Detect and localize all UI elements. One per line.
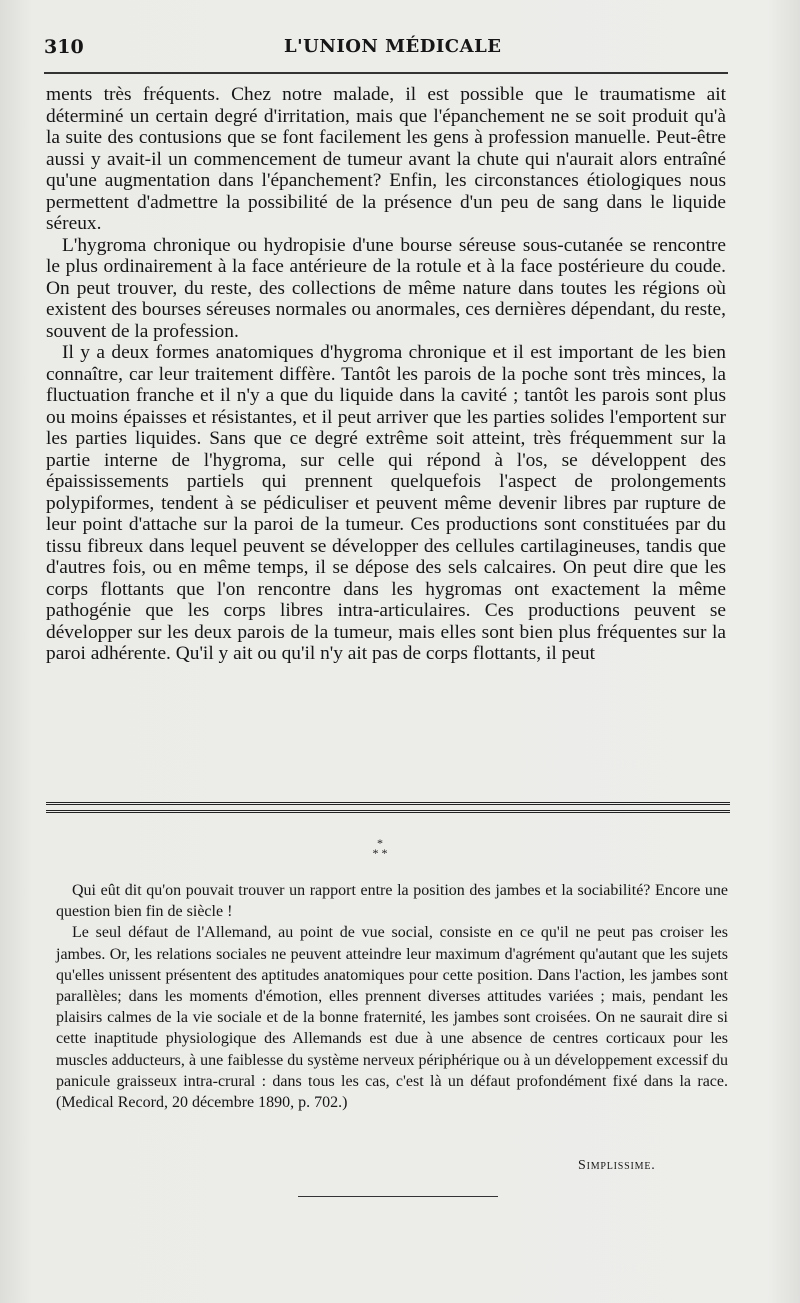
page-number: 310 bbox=[44, 36, 84, 58]
section-separator-top bbox=[46, 802, 730, 805]
page-header bbox=[44, 36, 724, 66]
paragraph-hygroma-intro: L'hygroma chronique ou hydropisie d'une bourse séreuse sous-cutanée se rencontre le plus ordinairement à la face antérieure de la rotule et à la face postérieure du coude. On peut trouver, du reste, des collections de même nature dans toutes les régions où existent des bourses séreuses normales ou anormales, ces dernières dépendant, du reste, souvent de la profession. bbox=[46, 234, 726, 342]
paragraph-continuation: ments très fréquents. Chez notre malade, il est possible que le traumatisme ait déterminé un certain degré d'irritation, mais que l'épanchement ne se soit produit qu'à la suite des contusions que se font facilement les gens à profession manuelle. Peut-être aussi y avait-il un commencement de tumeur avant la chute qui n'aurait alors entraîné qu'une augmentation dans l'épanchement? Enfin, les circonstances étiologiques nous permettent d'admettre la possibilité de la présence d'un peu de sang dans le liquide séreux. bbox=[46, 84, 726, 234]
footnote-lead: Qui eût dit qu'on pouvait trouver un rapport entre la position des jambes et la sociabilité? Encore une question bien fin de siècle ! bbox=[56, 882, 728, 921]
asterism bbox=[360, 838, 400, 858]
asterism-top: * bbox=[377, 836, 383, 850]
footnote-body: Le seul défaut de l'Allemand, au point de vue social, consiste en ce qu'il ne peut pas croiser les jambes. Or, les relations sociales ne peuvent atteindre leur maximum d'agrément qu'autant que les sujets qu'elles unissent présentent des aptitudes anatomiques pour cette position. Dans l'action, les jambes sont parallèles; dans les moments d'émotion, elles prennent diverses attitudes variées ; mais, pendant les plaisirs calmes de la vie sociale et de la bonne fraternité, les jambes sont croisées. On ne saurait dire si cette inaptitude physiologique des Allemands est due à une absence de centres corticaux pour les muscles adducteurs, à une faiblesse du système nerveux périphérique ou à un développement excessif du panicule graisseux intra-crural : dans tous les cas, c'est là un défaut profondément fixé dans la race. (Medical Record, 20 décembre 1890, p. 702.) bbox=[56, 924, 728, 1112]
paragraph-anatomical-forms: Il y a deux formes anatomiques d'hygroma chronique et il est important de les bien connaître, car leur traitement diffère. Tantôt les parois de la poche sont très minces, la fluctuation franche et il n'y a que du liquide dans la cavité ; tantôt les parois sont plus ou moins épaisses et résistantes, et il peut arriver que les parties solides l'emportent sur les parties liquides. Sans que ce degré extrême soit atteint, très fréquemment sur la partie interne de l'hygroma, sur celle qui répond à l'os, se développent des épaississements partiels qui prennent quelquefois l'aspect de prolongements polypiformes, tendent à se pédiculiser et peuvent même devenir libres par rupture de leur point d'attache sur la paroi de la tumeur. Ces productions sont constituées par du tissu fibreux dans lequel peuvent se développer des cellules cartilagineuses, tandis que d'autres fois, ou en même temps, il se dépose des sels calcaires. On peut dire que les corps flottants que l'on rencontre dans les hygromas ont exactement la même pathogénie que les corps libres intra-articulaires. Ces productions peuvent se développer sur les deux parois de la tumeur, mais elles sont bien plus fréquentes sur la paroi adhérente. Qu'il y ait ou qu'il n'y ait pas de corps flottants, il peut bbox=[46, 342, 726, 664]
main-text bbox=[46, 84, 726, 665]
footnote-signature: Simplissime. bbox=[578, 1158, 656, 1173]
section-separator-bottom bbox=[46, 810, 730, 813]
header-rule bbox=[44, 72, 728, 74]
running-title: L'UNION MÉDICALE bbox=[284, 36, 502, 57]
footnote-section bbox=[56, 880, 728, 1113]
end-rule bbox=[298, 1196, 498, 1197]
asterism-bottom: * * bbox=[372, 846, 388, 860]
